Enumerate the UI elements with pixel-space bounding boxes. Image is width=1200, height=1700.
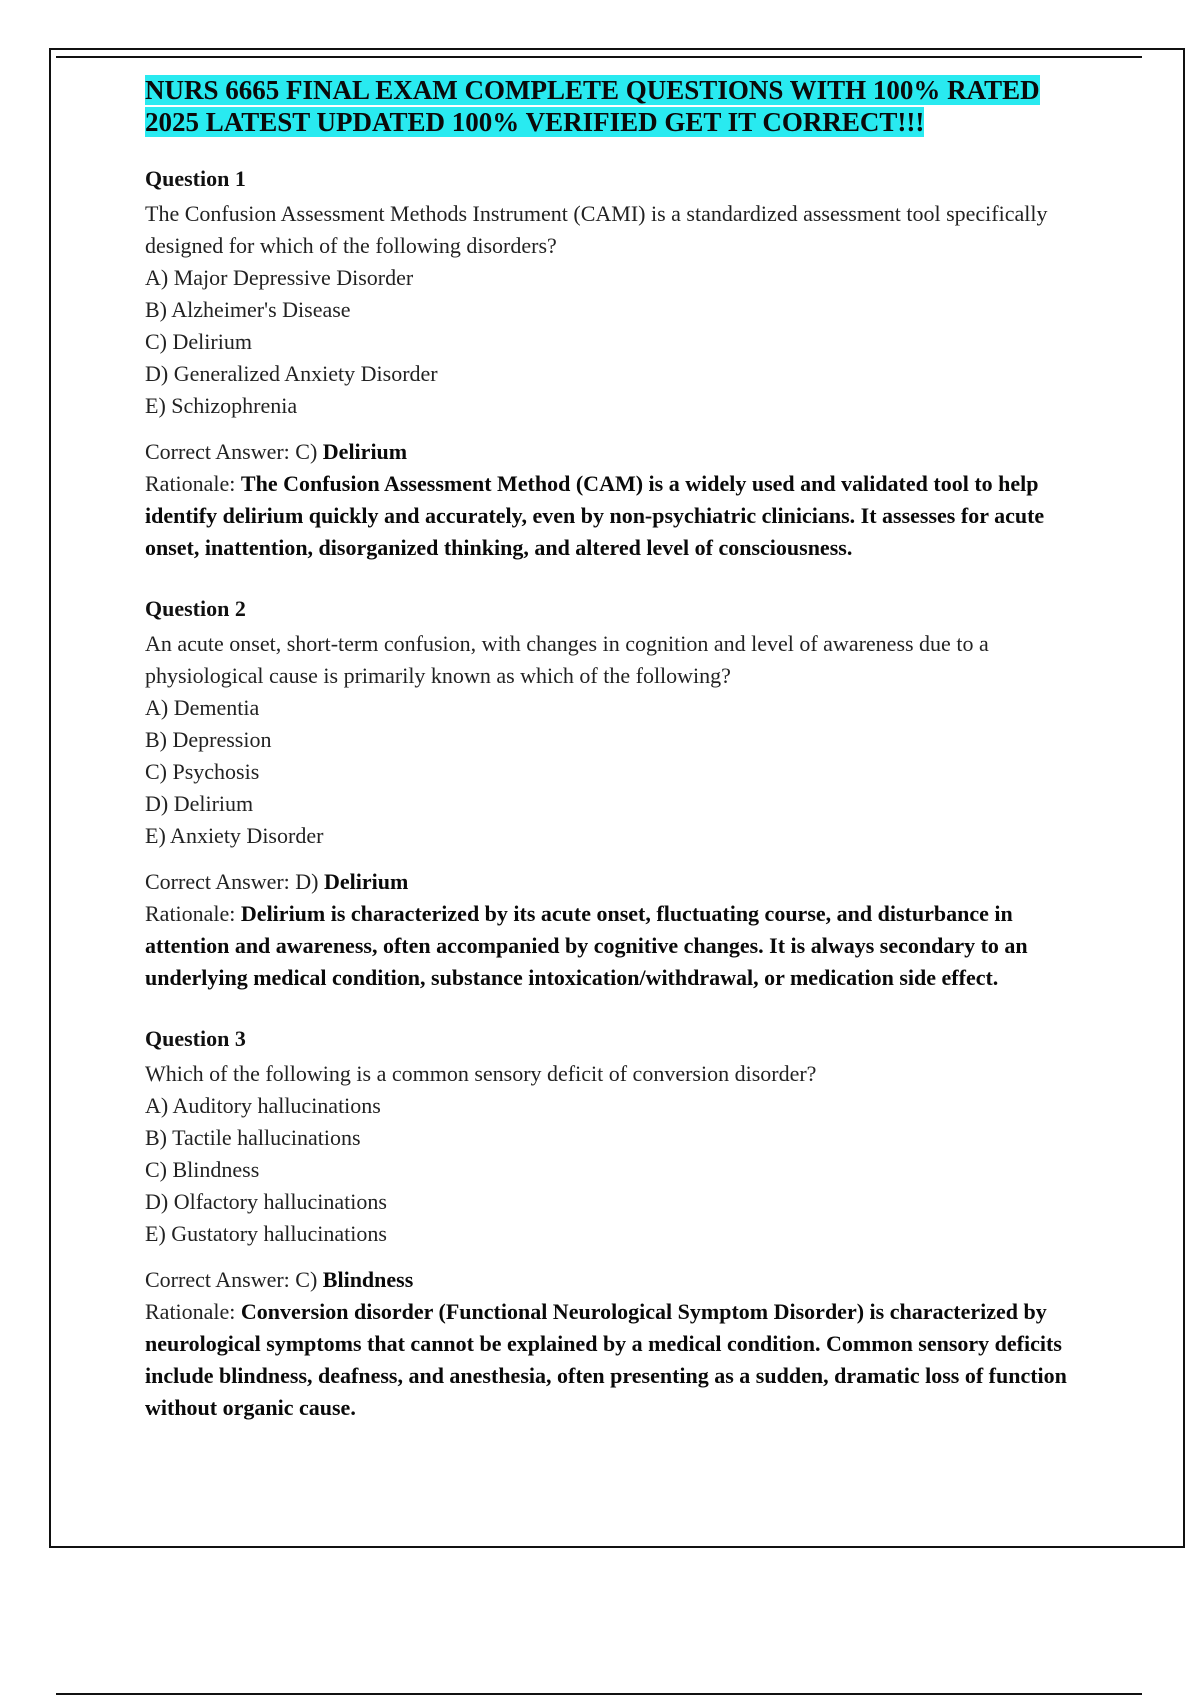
- question-heading: Question 1: [145, 166, 246, 191]
- answer-letter: C): [295, 1267, 323, 1292]
- option-item: C) Delirium: [145, 329, 252, 354]
- option-item: A) Auditory hallucinations: [145, 1093, 381, 1118]
- option-item: B) Depression: [145, 727, 272, 752]
- question-text: The Confusion Assessment Methods Instrument (CAMI) is a standardized assessment tool specifically designed for which of the following disorders?: [145, 201, 1048, 258]
- title-line-1: NURS 6665 FINAL EXAM COMPLETE QUESTIONS WITH 100% RATED: [145, 75, 1040, 105]
- rationale-prefix: Rationale:: [145, 901, 241, 926]
- rationale: [145, 468, 1095, 564]
- rationale: [145, 898, 1095, 994]
- answer-text: Delirium: [324, 869, 409, 894]
- question-heading: Question 2: [145, 596, 246, 621]
- answer-prefix: Correct Answer:: [145, 869, 296, 894]
- answer-text: Delirium: [322, 439, 408, 464]
- question-text: Which of the following is a common sensory deficit of conversion disorder?: [145, 1061, 817, 1086]
- question-block-2: [145, 594, 1095, 994]
- question-heading: Question 3: [145, 1026, 246, 1051]
- option-item: A) Dementia: [145, 695, 260, 720]
- correct-answer: [145, 436, 1095, 468]
- option-item: B) Tactile hallucinations: [145, 1125, 361, 1150]
- answer-options: [145, 1090, 1095, 1250]
- option-item: B) Alzheimer's Disease: [145, 297, 351, 322]
- option-item: D) Generalized Anxiety Disorder: [145, 361, 438, 386]
- answer-options: [145, 692, 1095, 852]
- answer-prefix: Correct Answer:: [145, 1267, 296, 1292]
- rationale-text: Conversion disorder (Functional Neurological Symptom Disorder) is characterized by neurological symptoms that cannot be explained by a medical condition. Common sensory deficits include blindness, deafness, and anesthesia, often presenting as a sudden, dramatic loss of function without organic cause.: [145, 1299, 1067, 1420]
- rationale-prefix: Rationale:: [145, 471, 241, 496]
- question-block-1: [145, 164, 1095, 564]
- correct-answer: [145, 866, 1095, 898]
- answer-prefix: Correct Answer:: [145, 439, 296, 464]
- rationale: [145, 1296, 1095, 1424]
- title-line-2: 2025 LATEST UPDATED 100% VERIFIED GET IT CORRECT!!!: [145, 107, 925, 137]
- answer-text: Blindness: [322, 1267, 414, 1292]
- option-item: E) Gustatory hallucinations: [145, 1221, 387, 1246]
- question-block-3: [145, 1024, 1095, 1424]
- correct-answer: [145, 1264, 1095, 1296]
- option-item: D) Delirium: [145, 791, 254, 816]
- option-item: D) Olfactory hallucinations: [145, 1189, 387, 1214]
- document-content: [145, 74, 1095, 1424]
- question-text: An acute onset, short-term confusion, with changes in cognition and level of awareness due to a physiological cause is primarily known as which of the following?: [145, 631, 989, 688]
- option-item: A) Major Depressive Disorder: [145, 265, 414, 290]
- option-item: E) Schizophrenia: [145, 393, 298, 418]
- option-item: C) Psychosis: [145, 759, 260, 784]
- option-item: C) Blindness: [145, 1157, 260, 1182]
- answer-options: [145, 262, 1095, 422]
- option-item: E) Anxiety Disorder: [145, 823, 324, 848]
- rationale-text: Delirium is characterized by its acute onset, fluctuating course, and disturbance in attention and awareness, often accompanied by cognitive changes. It is always secondary to an underlying medical condition, substance intoxication/withdrawal, or medication side effect.: [145, 901, 1028, 990]
- top-rule-divider: [56, 56, 1142, 58]
- page-title: [145, 74, 1095, 138]
- answer-letter: C): [295, 439, 323, 464]
- bottom-rule-divider: [56, 1693, 1142, 1695]
- answer-letter: D): [295, 869, 325, 894]
- rationale-prefix: Rationale:: [145, 1299, 241, 1324]
- rationale-text: The Confusion Assessment Method (CAM) is a widely used and validated tool to help identify delirium quickly and accurately, even by non-psychiatric clinicians. It assesses for acute onset, inattention, disorganized thinking, and altered level of consciousness.: [145, 471, 1045, 560]
